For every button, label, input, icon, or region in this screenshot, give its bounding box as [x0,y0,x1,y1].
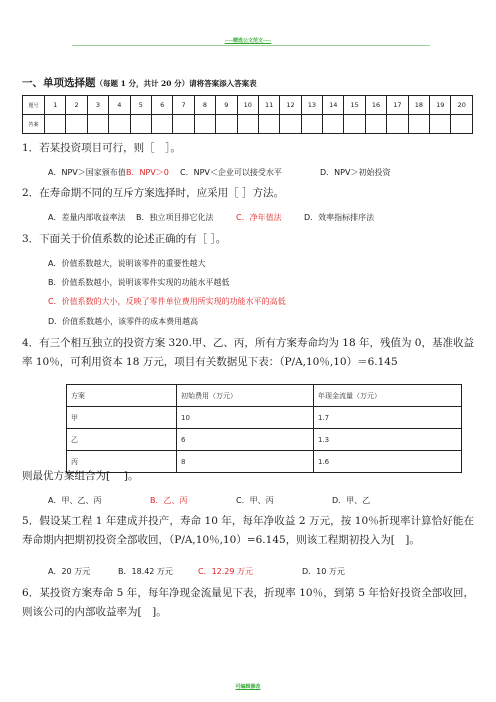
question-number: 2 [66,96,87,115]
option-d[interactable]: D．效率指标排序法 [304,213,375,222]
answer-cell[interactable] [408,115,429,134]
question-4-stem: 4．有三个相互独立的投资方案 320.甲、乙、丙，所有方案寿命均为 18 年，残值为 0，基准收益率 10％，可利用资本 18 万元，项目有关数据见下表：（P/A,10％,10）＝6.145 [22,337,474,368]
answer-cell[interactable] [323,115,344,134]
question-3-option-b[interactable]: B．价值系数越小，说明该零件实现的功能水平越低 [48,278,230,287]
question-4-data-table [66,384,462,473]
question-number: 14 [323,96,344,115]
data-table-header: 方案 [67,385,177,407]
question-6-stem: 6．某投资方案寿命 5 年，每年净现金流量见下表，折现率 10％，到第 5 年恰好投资全部收回，则该公司的内部收益率为[ ]。 [22,587,474,618]
header-divider [72,45,430,46]
question-number: 5 [130,96,151,115]
answer-table-row-label: 题号 [23,96,45,115]
option-d[interactable]: D．10 万元 [302,567,345,576]
answer-table [22,95,473,134]
section-title [22,75,257,90]
answer-cell[interactable] [151,115,172,134]
option-a[interactable]: A．20 万元 [48,567,91,576]
option-b[interactable]: B．NPV＞0 [126,168,169,177]
option-b[interactable]: B．18.42 万元 [118,567,173,576]
question-number: 10 [237,96,258,115]
question-5-stem: 5．假设某工程 1 年建成并投产，寿命 10 年，每年净收益 2 万元，按 10％折现率计算恰好能在寿命期内把期初投资全部收回，（P/A,10％,10）=6.145，则该工程期初投入为[ ]。 [22,515,474,546]
option-c[interactable]: C．NPV＜企业可以接受水平 [180,168,282,177]
question-3-option-a[interactable]: A．价值系数越大，说明该零件的重要性越大 [48,259,206,268]
table-cell: 乙 [67,429,177,451]
question-number: 20 [451,96,473,115]
table-row [67,407,462,429]
answer-cell[interactable] [173,115,194,134]
question-number: 3 [87,96,108,115]
table-cell: 6 [177,429,314,451]
table-cell: 10 [177,407,314,429]
question-1-stem: 1．若某投资项目可行，则［ ］。 [22,142,181,154]
question-2-options [48,212,374,223]
answer-table-number-row [23,96,473,115]
section-title-main: 一、单项选择题 [22,77,96,89]
option-b[interactable]: B．独立项目排它化法 [136,213,214,222]
question-number: 11 [258,96,279,115]
answer-cell[interactable] [451,115,473,134]
question-number: 13 [301,96,322,115]
option-d[interactable]: D．NPV＞初始投资 [320,168,391,177]
answer-cell[interactable] [258,115,279,134]
option-d[interactable]: D．甲、乙 [332,496,371,505]
question-number: 6 [151,96,172,115]
answer-cell[interactable] [430,115,451,134]
question-number: 9 [216,96,237,115]
question-number: 17 [387,96,408,115]
option-c[interactable]: C．净年值法 [236,213,282,222]
option-a[interactable]: A．差量内部收益率法 [48,213,126,222]
section-title-note: （每题 1 分，共计 20 分）请将答案添入答案表 [95,79,257,88]
answer-cell[interactable] [216,115,237,134]
table-cell: 丙 [67,451,177,473]
question-2-stem: 2．在寿命期不同的互斥方案选择时，应采用［ ］方法。 [22,187,285,199]
question-4-tail: 则最优方案组合为[ ]。 [22,470,139,482]
answer-cell[interactable] [87,115,108,134]
answer-cell[interactable] [301,115,322,134]
data-table-header: 初始费用（万元） [177,385,314,407]
question-4-options [48,495,370,506]
data-table-header-row [67,385,462,407]
table-cell: 8 [177,451,314,473]
question-number: 4 [109,96,130,115]
answer-cell[interactable] [365,115,386,134]
question-number: 15 [344,96,365,115]
question-number: 12 [280,96,301,115]
option-a[interactable]: A．NPV＞国家颁布值 [48,168,126,177]
answer-cell[interactable] [280,115,301,134]
question-number: 16 [365,96,386,115]
answer-cell[interactable] [66,115,87,134]
table-cell: 1.6 [314,451,462,473]
question-1-options [48,167,390,178]
answer-cell[interactable] [344,115,365,134]
answer-table-answer-row [23,115,473,134]
table-cell: 1.7 [314,407,462,429]
page-footer: 可编辑修改 [235,684,261,690]
question-number: 1 [45,96,66,115]
option-b[interactable]: B．乙、丙 [150,496,188,505]
answer-cell[interactable] [237,115,258,134]
answer-cell[interactable] [45,115,66,134]
question-5-options [48,566,345,577]
answer-table-answer-label: 答案 [23,115,45,134]
table-cell: 甲 [67,407,177,429]
answer-cell[interactable] [130,115,151,134]
table-cell: 1.3 [314,429,462,451]
answer-cell[interactable] [109,115,130,134]
option-c[interactable]: C．12.29 万元 [198,567,254,576]
question-number: 8 [194,96,215,115]
answer-cell[interactable] [194,115,215,134]
question-number: 18 [408,96,429,115]
question-number: 19 [430,96,451,115]
option-c[interactable]: C．甲、丙 [236,496,274,505]
answer-cell[interactable] [387,115,408,134]
option-a[interactable]: A．甲、乙、丙 [48,496,102,505]
question-3-stem: 3．下面关于价值系数的论述正确的有［ ］。 [22,233,227,245]
question-3-option-c[interactable]: C．价值系数的大小，反映了零件单位费用所实现的功能水平的高低 [48,297,286,306]
table-row [67,429,462,451]
question-3-option-d[interactable]: D．价值系数越小，该零件的成本费用越高 [48,317,199,326]
data-table-header: 年现金流量（万元） [314,385,462,407]
page-header: ----精选公文范文---- [224,38,272,44]
question-number: 7 [173,96,194,115]
